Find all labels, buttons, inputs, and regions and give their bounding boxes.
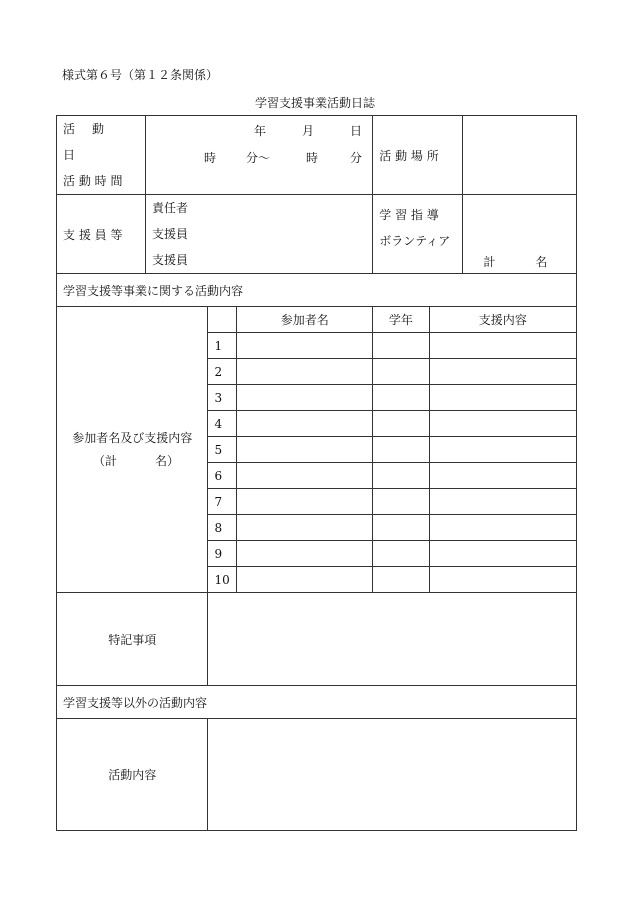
participant-name-field[interactable] xyxy=(237,463,373,489)
participant-grade-field[interactable] xyxy=(373,463,429,489)
form-title: 学習支援事業活動日誌 xyxy=(254,96,375,110)
participants-label-cell xyxy=(57,307,208,593)
participant-name-field[interactable] xyxy=(237,359,373,385)
participant-grade-field[interactable] xyxy=(373,489,429,515)
minute-to-unit: 分 xyxy=(350,151,363,165)
other-activity-content-label: 活動内容 xyxy=(57,719,208,831)
participant-support-field[interactable] xyxy=(429,385,576,411)
section-study-support-header: 学習支援等事業に関する活動内容 xyxy=(57,274,577,307)
participant-grade-field[interactable] xyxy=(373,333,429,359)
special-notes-label: 特記事項 xyxy=(57,593,208,686)
date-time-field[interactable] xyxy=(146,116,373,195)
participant-row-number: 7 xyxy=(208,489,237,515)
participant-row-number: 9 xyxy=(208,541,237,567)
form-number-label: 様式第６号（第１２条関係） xyxy=(62,68,219,82)
participant-row-number: 4 xyxy=(208,411,237,437)
date-time-label-cell xyxy=(57,116,146,195)
staff-roles-cell[interactable] xyxy=(146,195,373,274)
day-unit: 日 xyxy=(350,124,363,138)
activity-place-field[interactable] xyxy=(463,116,577,195)
participant-grade-field[interactable] xyxy=(373,411,429,437)
participant-row-number: 3 xyxy=(208,385,237,411)
participant-row-number: 1 xyxy=(208,333,237,359)
participant-name-field[interactable] xyxy=(237,567,373,593)
activity-date-label: 活 動 日 xyxy=(63,122,111,162)
participant-grade-field[interactable] xyxy=(373,437,429,463)
special-notes-field[interactable] xyxy=(208,593,577,686)
participant-support-field[interactable] xyxy=(429,515,576,541)
participants-label: 参加者名及び支援内容 xyxy=(72,431,193,445)
participant-support-field[interactable] xyxy=(429,489,576,515)
col-participant-name: 参加者名 xyxy=(237,307,373,333)
month-unit: 月 xyxy=(302,124,315,138)
participant-grade-field[interactable] xyxy=(373,359,429,385)
volunteer-label-line2: ボランティア xyxy=(379,234,451,248)
participant-grade-field[interactable] xyxy=(373,567,429,593)
participant-grade-field[interactable] xyxy=(373,385,429,411)
minute-from-unit: 分～ xyxy=(246,151,271,165)
staff-label: 支 援 員 等 xyxy=(57,195,146,274)
participant-support-field[interactable] xyxy=(429,463,576,489)
participant-name-field[interactable] xyxy=(237,489,373,515)
participant-support-field[interactable] xyxy=(429,437,576,463)
hour-from-unit: 時 xyxy=(204,151,217,165)
participants-count-prefix: （計 xyxy=(93,454,118,468)
col-grade: 学年 xyxy=(373,307,429,333)
participant-row-number: 6 xyxy=(208,463,237,489)
activity-place-label: 活 動 場 所 xyxy=(373,116,463,195)
activity-log-form xyxy=(56,115,577,831)
participant-row-number: 5 xyxy=(208,437,237,463)
participant-name-field[interactable] xyxy=(237,515,373,541)
staff-role-supporter-1: 支援員 xyxy=(152,227,189,241)
hour-to-unit: 時 xyxy=(306,151,319,165)
other-activity-content-field[interactable] xyxy=(208,719,577,831)
section-other-activities-header: 学習支援等以外の活動内容 xyxy=(57,686,577,719)
participant-grade-field[interactable] xyxy=(373,515,429,541)
staff-role-supporter-2: 支援員 xyxy=(152,253,189,267)
participant-support-field[interactable] xyxy=(429,541,576,567)
participant-support-field[interactable] xyxy=(429,411,576,437)
participant-row-number: 10 xyxy=(208,567,237,593)
participant-support-field[interactable] xyxy=(429,333,576,359)
participant-name-field[interactable] xyxy=(237,333,373,359)
volunteer-total-suffix: 名 xyxy=(535,255,548,269)
col-support-content: 支援内容 xyxy=(429,307,576,333)
volunteer-total-prefix: 計 xyxy=(483,255,496,269)
activity-time-label: 活 動 時 間 xyxy=(63,174,123,188)
participant-grade-field[interactable] xyxy=(373,541,429,567)
volunteer-count-field[interactable] xyxy=(463,195,577,274)
participant-row-number: 8 xyxy=(208,515,237,541)
participant-name-field[interactable] xyxy=(237,411,373,437)
staff-role-leader: 責任者 xyxy=(152,201,189,215)
participant-support-field[interactable] xyxy=(429,567,576,593)
year-unit: 年 xyxy=(254,124,267,138)
participant-name-field[interactable] xyxy=(237,541,373,567)
participant-row-number: 2 xyxy=(208,359,237,385)
volunteer-label-line1: 学 習 指 導 xyxy=(379,208,439,222)
participant-support-field[interactable] xyxy=(429,359,576,385)
row-number-header xyxy=(208,307,237,333)
participant-name-field[interactable] xyxy=(237,385,373,411)
participants-count-suffix: 名） xyxy=(155,454,180,468)
participant-name-field[interactable] xyxy=(237,437,373,463)
volunteer-label-cell xyxy=(373,195,463,274)
